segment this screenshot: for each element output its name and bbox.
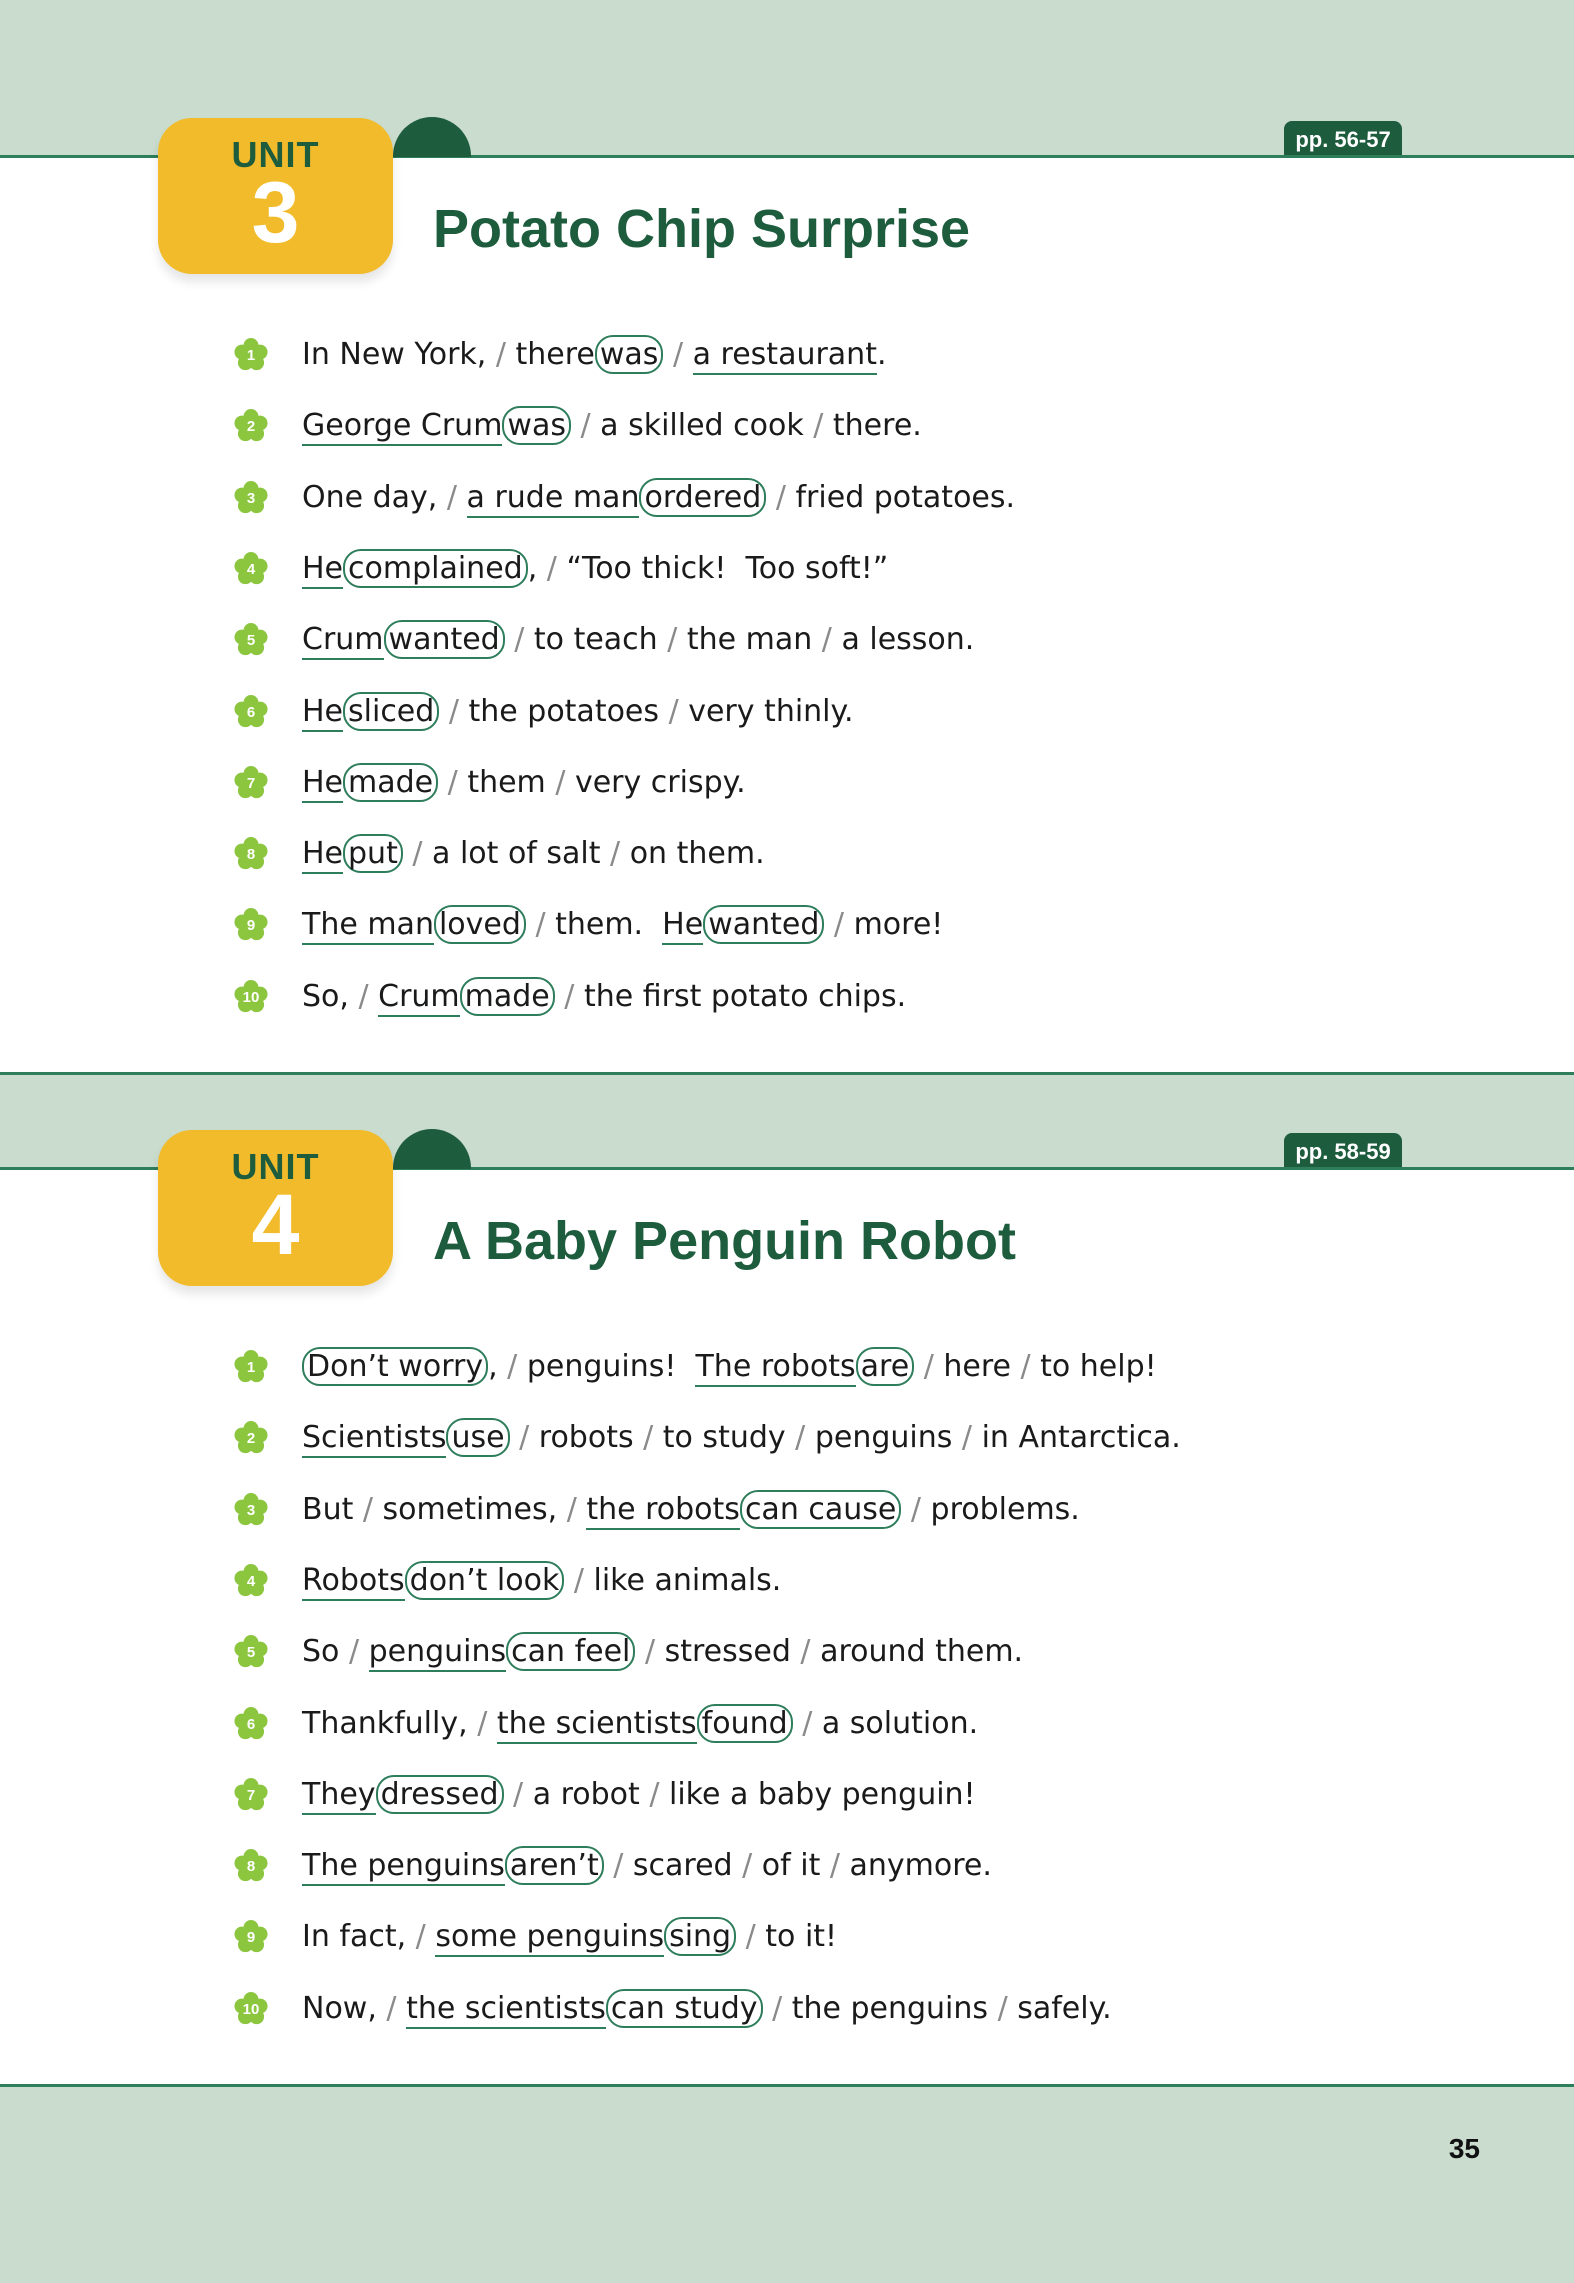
chunk-separator: / xyxy=(467,1706,497,1741)
chunk-separator: / xyxy=(509,1420,539,1455)
unit-badge xyxy=(158,1130,393,1286)
unit-panel xyxy=(0,155,1574,1075)
flower-number-icon xyxy=(234,1493,268,1527)
text-chunk: penguins! xyxy=(526,1349,696,1384)
text-chunk: very crispy. xyxy=(574,765,746,800)
text-chunk: fried potatoes. xyxy=(795,480,1016,515)
chunk-separator: / xyxy=(659,694,689,729)
text-chunk: scared xyxy=(632,1848,733,1883)
verb-phrase: wanted xyxy=(703,905,824,944)
chunk-separator: / xyxy=(503,1777,533,1812)
verb-phrase: dressed xyxy=(376,1775,504,1814)
subject-phrase: They xyxy=(302,1777,376,1815)
verb-phrase: sliced xyxy=(343,692,439,731)
flower-number-icon xyxy=(234,1707,268,1741)
text-chunk: to teach xyxy=(533,622,658,657)
text-chunk: , xyxy=(488,1349,498,1384)
sentence-row xyxy=(234,615,1334,665)
sentence-row xyxy=(234,1841,1334,1891)
sentence-number: 6 xyxy=(246,704,256,721)
sentence-number: 5 xyxy=(246,1644,256,1661)
sentence-row xyxy=(234,687,1334,737)
sentence-text xyxy=(302,829,765,879)
chunk-separator: / xyxy=(639,1777,669,1812)
verb-phrase: was xyxy=(502,406,571,445)
chunk-separator: / xyxy=(554,979,584,1014)
subject-phrase: George Crum xyxy=(302,408,502,446)
verb-phrase: can study xyxy=(606,1989,763,2028)
sentence-number: 2 xyxy=(246,1430,256,1447)
text-chunk: to study xyxy=(662,1420,786,1455)
sentence-text xyxy=(302,401,922,451)
flower-number-icon xyxy=(234,766,268,800)
text-chunk: the potatoes xyxy=(468,694,660,729)
sentence-number: 7 xyxy=(246,1787,256,1804)
chunk-separator: / xyxy=(952,1420,982,1455)
text-chunk: here xyxy=(943,1349,1011,1384)
unit-label: UNIT xyxy=(231,1146,320,1187)
text-chunk: sometimes, xyxy=(382,1492,558,1527)
text-chunk: to it! xyxy=(765,1919,838,1954)
unit-panel xyxy=(0,1167,1574,2087)
chunk-separator: / xyxy=(557,1492,587,1527)
subject-phrase: The man xyxy=(302,907,434,945)
verb-phrase: can cause xyxy=(740,1490,901,1529)
chunk-separator: / xyxy=(525,907,556,942)
text-chunk: But xyxy=(302,1492,354,1527)
sentence-text xyxy=(302,615,974,665)
sentence-number: 9 xyxy=(246,1929,256,1946)
text-chunk: a skilled cook xyxy=(600,408,804,443)
chunk-separator: / xyxy=(803,408,833,443)
subject-phrase: the scientists xyxy=(497,1706,697,1744)
sentence-row xyxy=(234,829,1334,879)
chunk-separator: / xyxy=(339,1634,369,1669)
sentence-text xyxy=(302,330,887,380)
text-chunk: around them. xyxy=(820,1634,1024,1669)
text-chunk: of it xyxy=(761,1848,821,1883)
chunk-separator: / xyxy=(633,1420,663,1455)
chunk-separator: / xyxy=(736,1919,766,1954)
unit-badge xyxy=(158,118,393,274)
chunk-separator: / xyxy=(766,480,796,515)
sentence-text xyxy=(302,687,854,737)
sentence-text xyxy=(302,1699,978,1749)
text-chunk: a solution. xyxy=(821,1706,979,1741)
text-chunk: , xyxy=(527,551,538,586)
sentence-number: 1 xyxy=(246,347,256,364)
verb-phrase: ordered xyxy=(639,478,766,517)
chunk-separator: / xyxy=(564,1563,594,1598)
verb-phrase: are xyxy=(856,1347,915,1386)
sentence-text xyxy=(302,1556,781,1606)
subject-phrase: a restaurant xyxy=(693,337,877,375)
chunk-separator: / xyxy=(663,337,693,372)
unit-title: Potato Chip Surprise xyxy=(433,199,971,259)
subject-phrase: He xyxy=(302,765,343,803)
chunk-separator: / xyxy=(824,907,854,942)
sentence-number: 4 xyxy=(246,1573,256,1590)
subject-phrase: penguins xyxy=(369,1634,507,1672)
sentence-text xyxy=(302,1841,992,1891)
sentence-text xyxy=(302,1342,1157,1392)
text-chunk: like a baby penguin! xyxy=(668,1777,976,1812)
flower-number-icon xyxy=(234,481,268,515)
unit-number: 4 xyxy=(251,1177,300,1273)
sentence-text xyxy=(302,1485,1080,1535)
subject-phrase: Crum xyxy=(378,979,460,1017)
sentence-row xyxy=(234,1699,1334,1749)
chunk-separator: / xyxy=(1010,1349,1041,1384)
subject-phrase: He xyxy=(302,551,343,589)
chunk-separator: / xyxy=(790,1634,821,1669)
verb-phrase: can feel xyxy=(506,1632,635,1671)
verb-phrase: complained xyxy=(343,549,528,588)
text-chunk: on them. xyxy=(629,836,765,871)
text-chunk: stressed xyxy=(664,1634,791,1669)
sentence-number: 3 xyxy=(246,1502,256,1519)
chunk-separator: / xyxy=(732,1848,762,1883)
text-chunk: to help! xyxy=(1040,1349,1157,1384)
sentence-number: 10 xyxy=(242,989,260,1006)
page-reference: pp. 58-59 xyxy=(1284,1133,1402,1169)
chunk-separator: / xyxy=(376,1991,407,2026)
text-chunk: the first potato chips. xyxy=(583,979,907,1014)
sentence-number: 7 xyxy=(246,775,256,792)
flower-number-icon xyxy=(234,338,268,372)
verb-phrase: sing xyxy=(664,1917,736,1956)
sentence-text xyxy=(302,473,1015,523)
sentence-number: 6 xyxy=(246,1716,256,1733)
sentence-row xyxy=(234,900,1334,950)
text-chunk: . xyxy=(876,337,887,372)
sentence-number: 4 xyxy=(246,561,256,578)
chunk-separator: / xyxy=(914,1349,944,1384)
chunk-separator: / xyxy=(545,765,575,800)
flower-number-icon xyxy=(234,695,268,729)
flower-number-icon xyxy=(234,1992,268,2026)
chunk-separator: / xyxy=(657,622,687,657)
chunk-separator: / xyxy=(504,622,534,657)
text-chunk: in Antarctica. xyxy=(981,1420,1181,1455)
subject-phrase: some penguins xyxy=(435,1919,664,1957)
chunk-separator: / xyxy=(600,836,630,871)
sentence-number: 3 xyxy=(246,490,256,507)
sentence-number: 8 xyxy=(246,1858,256,1875)
text-chunk: “Too thick! Too soft!” xyxy=(566,551,889,586)
chunk-separator: / xyxy=(486,337,516,372)
chunk-separator: / xyxy=(353,1492,383,1527)
page-number: 35 xyxy=(1448,2133,1480,2164)
unit-number: 3 xyxy=(251,165,300,261)
verb-phrase: loved xyxy=(434,905,526,944)
sentence-number: 10 xyxy=(242,2001,260,2018)
verb-phrase: put xyxy=(343,834,403,873)
chunk-separator: / xyxy=(406,1919,436,1954)
text-chunk: problems. xyxy=(930,1492,1080,1527)
sentence-number: 8 xyxy=(246,846,256,863)
flower-number-icon xyxy=(234,1778,268,1812)
sentence-row xyxy=(234,473,1334,523)
sentence-text xyxy=(302,900,943,950)
text-chunk: a lot of salt xyxy=(432,836,601,871)
text-chunk: them. xyxy=(555,907,663,942)
chunk-separator: / xyxy=(497,1349,527,1384)
text-chunk: the penguins xyxy=(791,1991,989,2026)
sentence-row xyxy=(234,401,1334,451)
sentence-row xyxy=(234,1342,1334,1392)
text-chunk: very thinly. xyxy=(688,694,854,729)
text-chunk: In New York, xyxy=(302,337,487,372)
flower-number-icon xyxy=(234,552,268,586)
flower-number-icon xyxy=(234,1920,268,1954)
text-chunk: a lesson. xyxy=(841,622,975,657)
text-chunk: there xyxy=(515,337,595,372)
chunk-separator: / xyxy=(570,408,601,443)
chunk-separator: / xyxy=(988,1991,1018,2026)
chunk-separator: / xyxy=(439,694,469,729)
sentence-text xyxy=(302,1413,1181,1463)
subject-phrase: The robots xyxy=(695,1349,855,1387)
sentence-row xyxy=(234,1556,1334,1606)
text-chunk: Now, xyxy=(302,1991,377,2026)
unit-title: A Baby Penguin Robot xyxy=(433,1211,1016,1271)
text-chunk: the man xyxy=(686,622,813,657)
subject-phrase: a rude man xyxy=(467,480,640,518)
chunk-separator: / xyxy=(812,622,842,657)
chunk-separator: / xyxy=(438,765,468,800)
flower-number-icon xyxy=(234,980,268,1014)
verb-phrase: wanted xyxy=(384,620,505,659)
text-chunk: penguins xyxy=(814,1420,953,1455)
text-chunk: like animals. xyxy=(593,1563,782,1598)
flower-number-icon xyxy=(234,1564,268,1598)
verb-phrase: found xyxy=(697,1704,793,1743)
text-chunk: safely. xyxy=(1017,1991,1112,2026)
chunk-separator: / xyxy=(901,1492,931,1527)
verb-phrase: was xyxy=(595,335,664,374)
sentence-text xyxy=(302,972,906,1022)
flower-number-icon xyxy=(234,1421,268,1455)
sentence-row xyxy=(234,1984,1334,2034)
verb-phrase: use xyxy=(446,1418,509,1457)
text-chunk: a robot xyxy=(532,1777,640,1812)
unit-label: UNIT xyxy=(231,134,320,175)
sentence-number: 9 xyxy=(246,917,256,934)
sentence-row xyxy=(234,1485,1334,1535)
flower-number-icon xyxy=(234,1350,268,1384)
sentence-text xyxy=(302,1627,1023,1677)
text-chunk: them xyxy=(467,765,546,800)
sentence-row xyxy=(234,1413,1334,1463)
verb-phrase: Don’t worry xyxy=(302,1347,488,1386)
chunk-separator: / xyxy=(635,1634,665,1669)
verb-phrase: don’t look xyxy=(405,1561,565,1600)
chunk-separator: / xyxy=(603,1848,633,1883)
verb-phrase: made xyxy=(343,763,438,802)
verb-phrase: made xyxy=(460,977,555,1016)
chunk-separator: / xyxy=(785,1420,815,1455)
flower-number-icon xyxy=(234,623,268,657)
subject-phrase: Crum xyxy=(302,622,384,660)
sentence-number: 1 xyxy=(246,1359,256,1376)
text-chunk: One day, xyxy=(302,480,438,515)
flower-number-icon xyxy=(234,837,268,871)
sentence-row xyxy=(234,1627,1334,1677)
sentence-row xyxy=(234,972,1334,1022)
unit-tab-cap xyxy=(393,1129,471,1169)
sentence-text xyxy=(302,1912,837,1962)
subject-phrase: Scientists xyxy=(302,1420,446,1458)
subject-phrase: He xyxy=(302,836,343,874)
sentence-row xyxy=(234,1770,1334,1820)
subject-phrase: The penguins xyxy=(302,1848,505,1886)
subject-phrase: the robots xyxy=(586,1492,740,1530)
text-chunk: there. xyxy=(832,408,922,443)
subject-phrase: the scientists xyxy=(406,1991,606,2029)
chunk-separator: / xyxy=(792,1706,822,1741)
text-chunk: So, xyxy=(302,979,349,1014)
sentence-text xyxy=(302,1984,1112,2034)
chunk-separator: / xyxy=(348,979,379,1014)
subject-phrase: Robots xyxy=(302,1563,405,1601)
text-chunk: So xyxy=(302,1634,340,1669)
text-chunk: In fact, xyxy=(302,1919,407,1954)
flower-number-icon xyxy=(234,1849,268,1883)
sentence-row xyxy=(234,544,1334,594)
verb-phrase: aren’t xyxy=(505,1846,604,1885)
text-chunk: anymore. xyxy=(849,1848,992,1883)
sentence-row xyxy=(234,330,1334,380)
flower-number-icon xyxy=(234,409,268,443)
sentence-text xyxy=(302,758,746,808)
chunk-separator: / xyxy=(437,480,467,515)
chunk-separator: / xyxy=(402,836,433,871)
text-chunk: robots xyxy=(538,1420,634,1455)
text-chunk: Thankfully, xyxy=(302,1706,468,1741)
page-reference: pp. 56-57 xyxy=(1284,121,1402,157)
subject-phrase: He xyxy=(662,907,703,945)
sentence-row xyxy=(234,758,1334,808)
sentence-number: 2 xyxy=(246,418,256,435)
sentence-text xyxy=(302,1770,976,1820)
sentence-text xyxy=(302,544,888,594)
flower-number-icon xyxy=(234,908,268,942)
subject-phrase: He xyxy=(302,694,343,732)
chunk-separator: / xyxy=(820,1848,850,1883)
sentence-row xyxy=(234,1912,1334,1962)
chunk-separator: / xyxy=(537,551,567,586)
flower-number-icon xyxy=(234,1635,268,1669)
text-chunk: more! xyxy=(853,907,944,942)
chunk-separator: / xyxy=(762,1991,792,2026)
unit-tab-cap xyxy=(393,117,471,157)
sentence-number: 5 xyxy=(246,632,256,649)
